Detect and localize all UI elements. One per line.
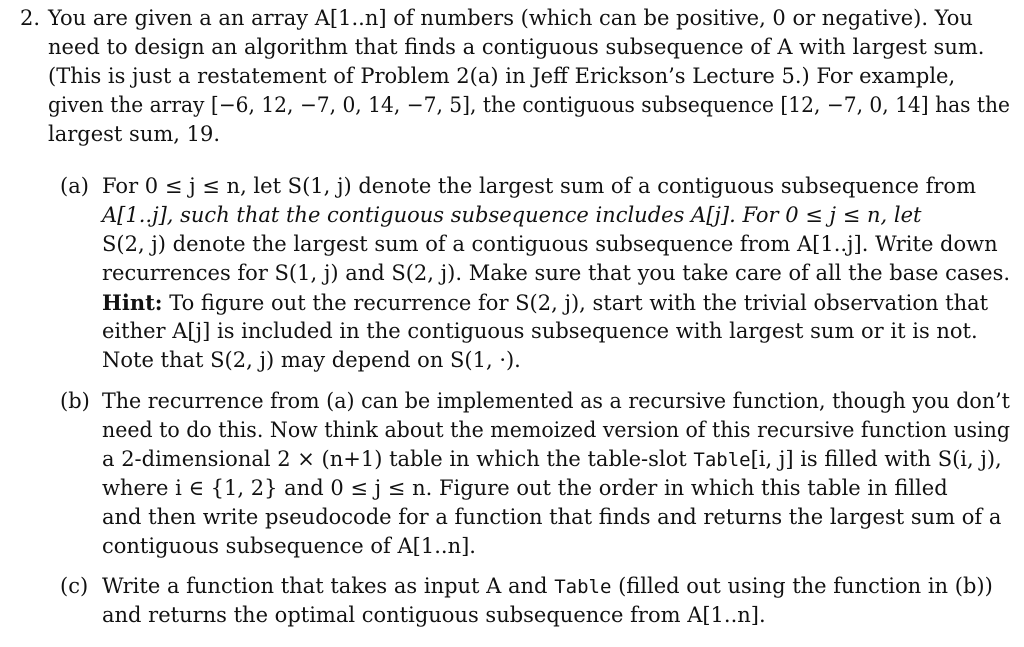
part-a-line: To figure out the recurrence for S(2, j), start with the trivial observation that <box>162 291 989 315</box>
part-a-line: Note that S(2, j) may depend on S(1, ·). <box>102 348 521 372</box>
problem-number: 2. <box>20 6 41 30</box>
part-b-line: contiguous subsequence of A[1..n]. <box>102 534 476 558</box>
table-code: Table <box>693 449 751 471</box>
part-b-label: (b) <box>60 389 90 413</box>
intro-line: given the array [−6, 12, −7, 0, 14, −7, 5], the contiguous subsequence [12, −7, 0, 14] has the <box>48 93 1010 117</box>
part-b-line: [i, j] is filled with S(i, j), <box>750 447 1002 471</box>
intro-line: You are given a an array A[1..n] of numbers (which can be positive, 0 or negative). You <box>48 6 973 30</box>
part-a-line: A[1..j], such that the contiguous subsequence includes A[j]. For 0 ≤ j ≤ n, let <box>102 203 922 227</box>
part-a-line: For 0 ≤ j ≤ n, let S(1, j) denote the largest sum of a contiguous subsequence from <box>102 174 976 198</box>
hint-label: Hint: <box>102 290 163 315</box>
part-c-line: and returns the optimal contiguous subsequence from A[1..n]. <box>102 603 766 627</box>
part-c-label: (c) <box>60 574 89 598</box>
part-a-line: either A[j] is included in the contiguous subsequence with largest sum or it is not. <box>102 319 978 343</box>
intro-line: largest sum, 19. <box>48 122 220 146</box>
part-b-line: a 2-dimensional 2 × (n+1) table in which the table-slot <box>102 447 694 471</box>
part-b-line: and then write pseudocode for a function that finds and returns the largest sum of a <box>102 505 1002 529</box>
part-c-line: Write a function that takes as input A and <box>102 574 555 598</box>
table-code: Table <box>554 576 612 598</box>
part-b-line: The recurrence from (a) can be implemented as a recursive function, though you don’t <box>102 389 1010 413</box>
part-a-line: S(2, j) denote the largest sum of a contiguous subsequence from A[1..j]. Write down <box>102 232 998 256</box>
intro-line: need to design an algorithm that finds a contiguous subsequence of A with largest sum. <box>48 35 985 59</box>
part-a-label: (a) <box>60 174 89 198</box>
part-b-line: need to do this. Now think about the memoized version of this recursive function using <box>102 418 1010 442</box>
part-b-line: where i ∈ {1, 2} and 0 ≤ j ≤ n. Figure out the order in which this table in filled <box>102 476 948 500</box>
part-c-line: (filled out using the function in (b)) <box>611 574 993 598</box>
part-a-line: recurrences for S(1, j) and S(2, j). Make sure that you take care of all the base cases. <box>102 261 1011 285</box>
intro-line: (This is just a restatement of Problem 2(a) in Jeff Erickson’s Lecture 5.) For example, <box>48 64 956 88</box>
